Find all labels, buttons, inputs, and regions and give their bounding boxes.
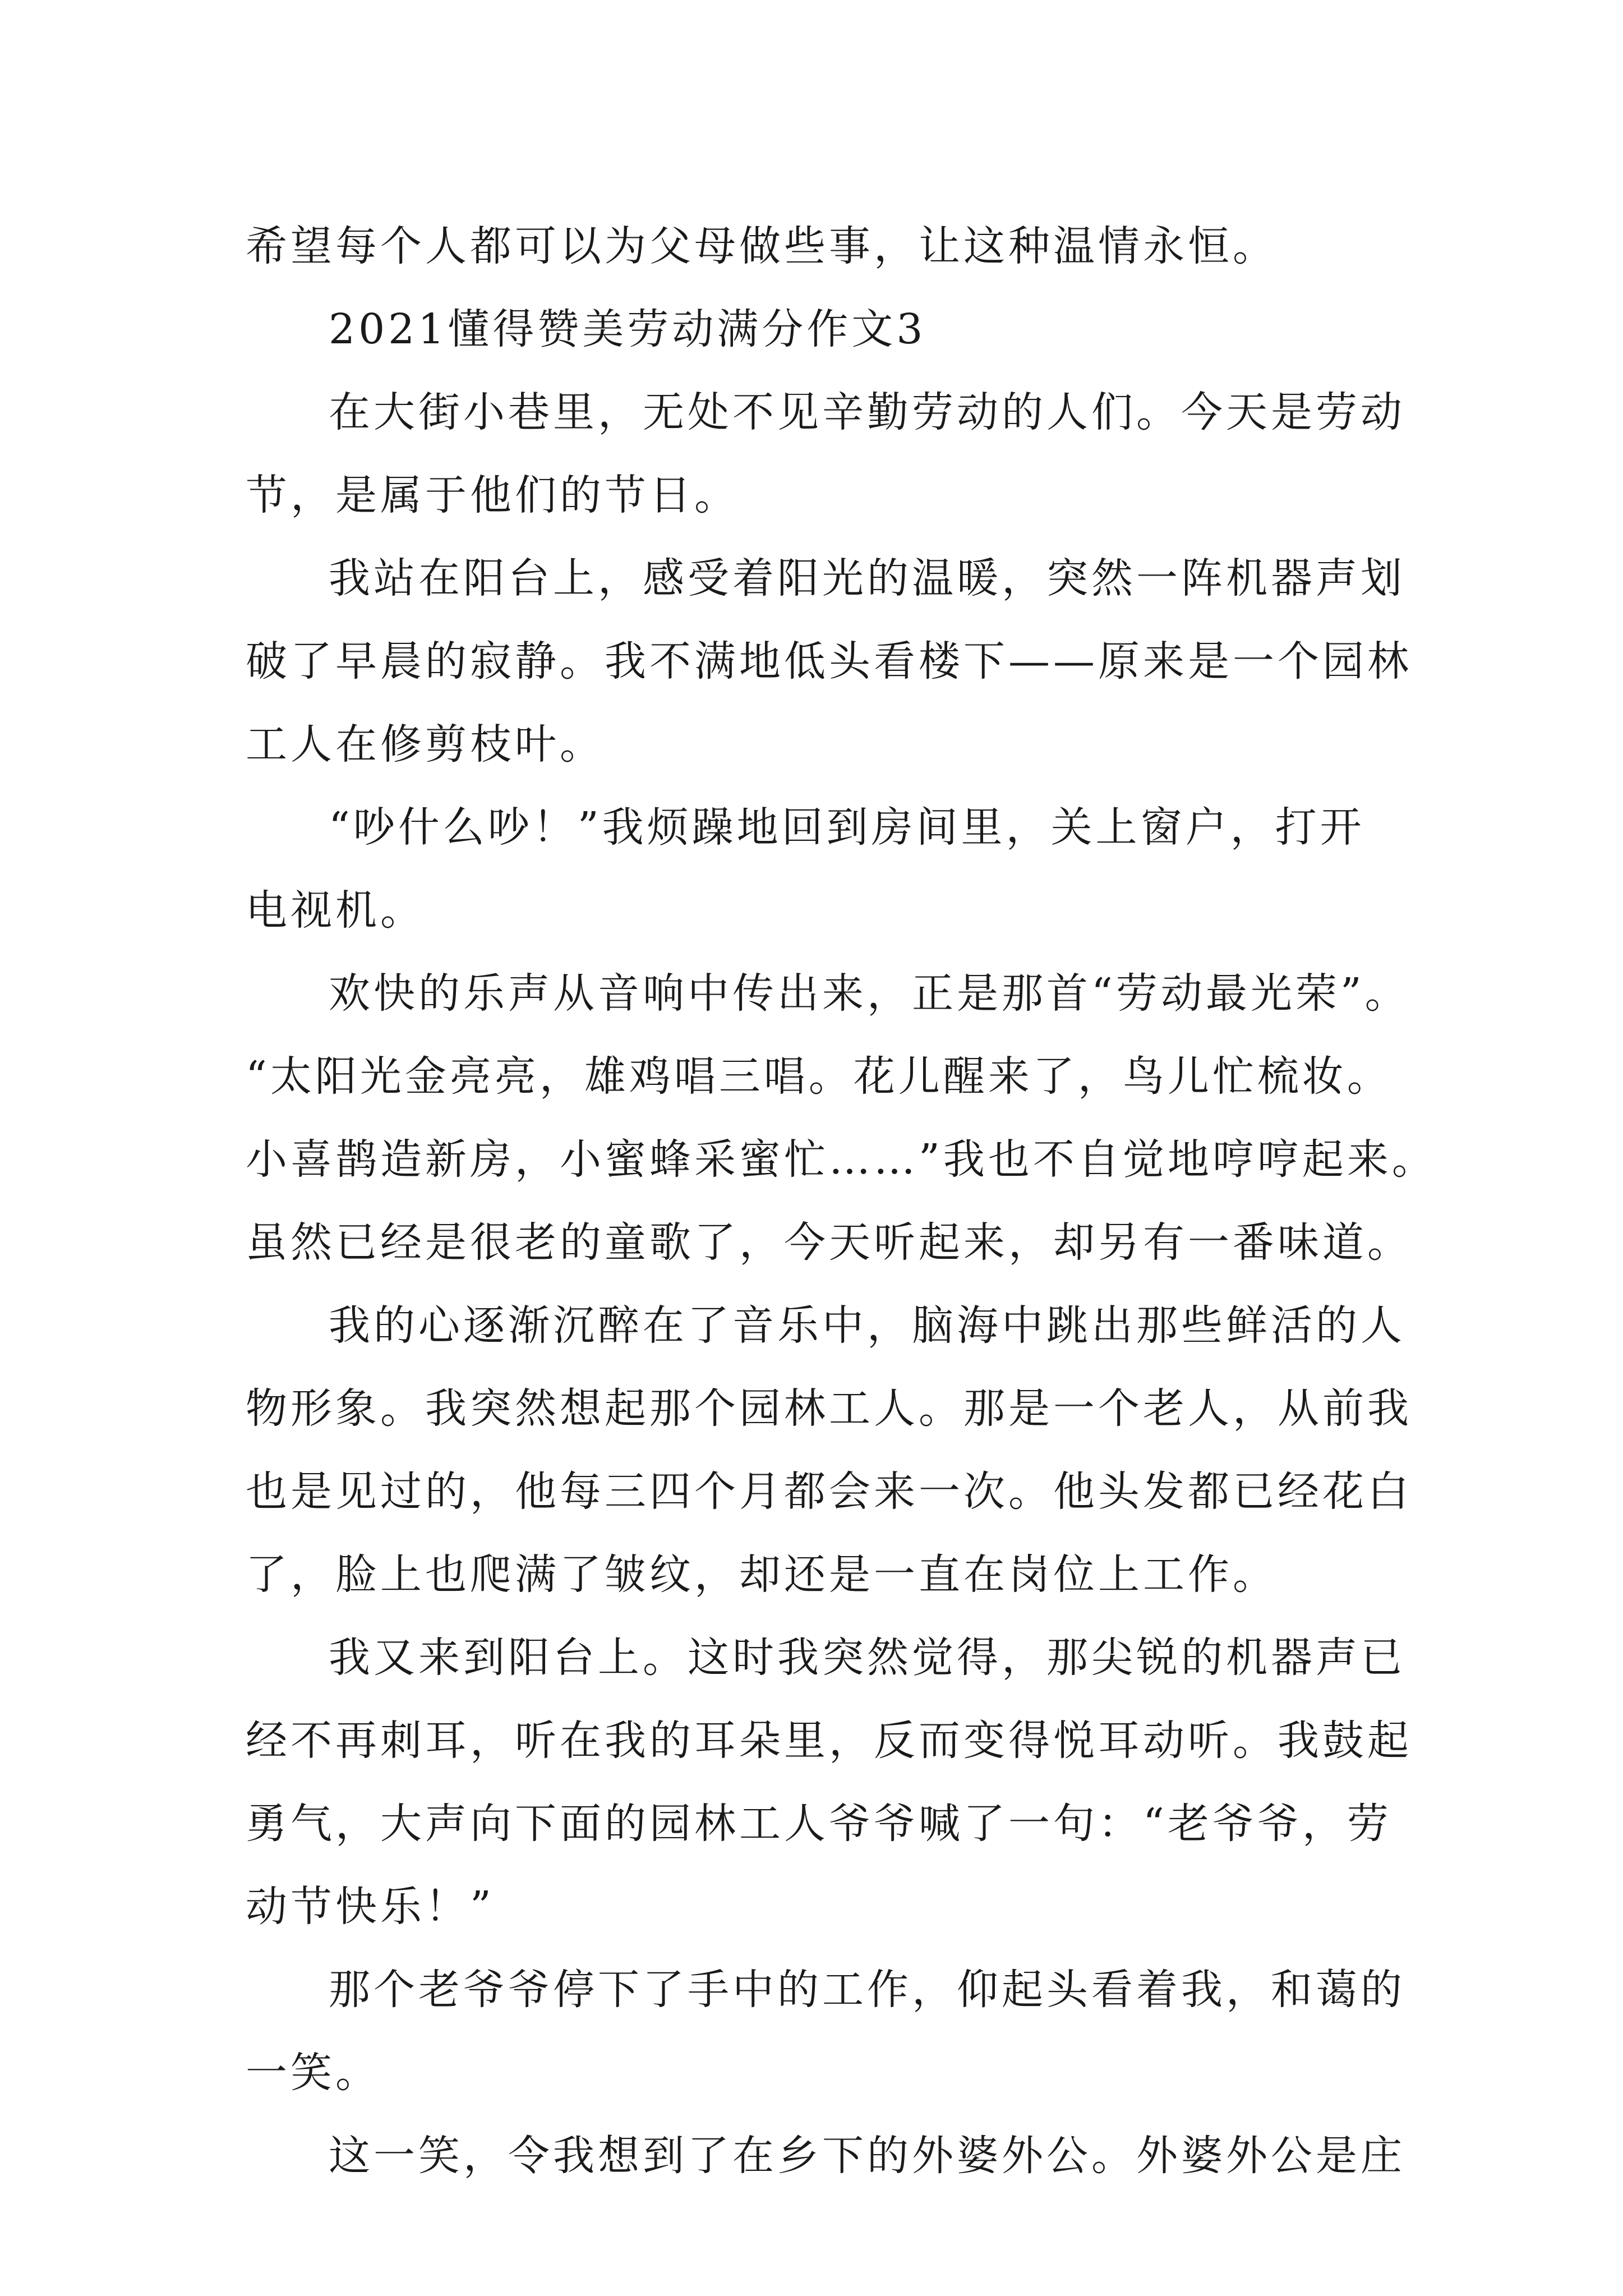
text-line: 勇气，大声向下面的园林工人爷爷喊了一句：“老爷爷，劳 <box>246 1800 1392 1848</box>
text-line: 那个老爷爷停下了手中的工作，仰起头看着我，和蔼的 <box>329 1966 1405 2014</box>
text-line: 我的心逐渐沉醉在了音乐中，脑海中跳出那些鲜活的人 <box>329 1301 1405 1350</box>
text-line: 这一笑，令我想到了在乡下的外婆外公。外婆外公是庄 <box>329 2132 1405 2180</box>
text-line: 了，脸上也爬满了皱纹，却还是一直在岗位上工作。 <box>246 1550 1278 1599</box>
text-line: “吵什么吵！”我烦躁地回到房间里，关上窗户，打开 <box>329 803 1365 852</box>
text-line: 节，是属于他们的节日。 <box>246 471 739 519</box>
text-line: 我又来到阳台上。这时我突然觉得，那尖锐的机器声已 <box>329 1634 1405 1682</box>
text-line: 希望每个人都可以为父母做些事，让这种温情永恒。 <box>246 222 1278 270</box>
text-line: 电视机。 <box>246 886 425 935</box>
text-line: 动节快乐！” <box>246 1883 495 1931</box>
text-line: 一笑。 <box>246 2049 380 2097</box>
section-heading: 2021懂得赞美劳动满分作文3 <box>329 305 926 353</box>
text-line: 工人在修剪枝叶。 <box>246 720 605 769</box>
text-line: “太阳光金亮亮，雄鸡唱三唱。花儿醒来了，鸟儿忙梳妆。 <box>246 1052 1392 1101</box>
document-body <box>246 205 1437 2197</box>
text-line: 也是见过的，他每三四个月都会来一次。他头发都已经花白 <box>246 1467 1412 1516</box>
text-line: 破了早晨的寂静。我不满地低头看楼下——原来是一个园林 <box>246 637 1412 685</box>
text-line: 经不再刺耳，听在我的耳朵里，反而变得悦耳动听。我鼓起 <box>246 1717 1412 1765</box>
text-line: 我站在阳台上，感受着阳光的温暖，突然一阵机器声划 <box>329 554 1405 602</box>
text-line: 小喜鹊造新房，小蜜蜂采蜜忙……”我也不自觉地哼哼起来。 <box>246 1135 1437 1184</box>
text-line: 物形象。我突然想起那个园林工人。那是一个老人，从前我 <box>246 1384 1412 1433</box>
text-line: 欢快的乐声从音响中传出来，正是那首“劳动最光荣”。 <box>329 969 1410 1018</box>
text-line: 在大街小巷里，无处不见辛勤劳动的人们。今天是劳动 <box>329 388 1405 436</box>
text-line: 虽然已经是很老的童歌了，今天听起来，却另有一番味道。 <box>246 1218 1412 1267</box>
